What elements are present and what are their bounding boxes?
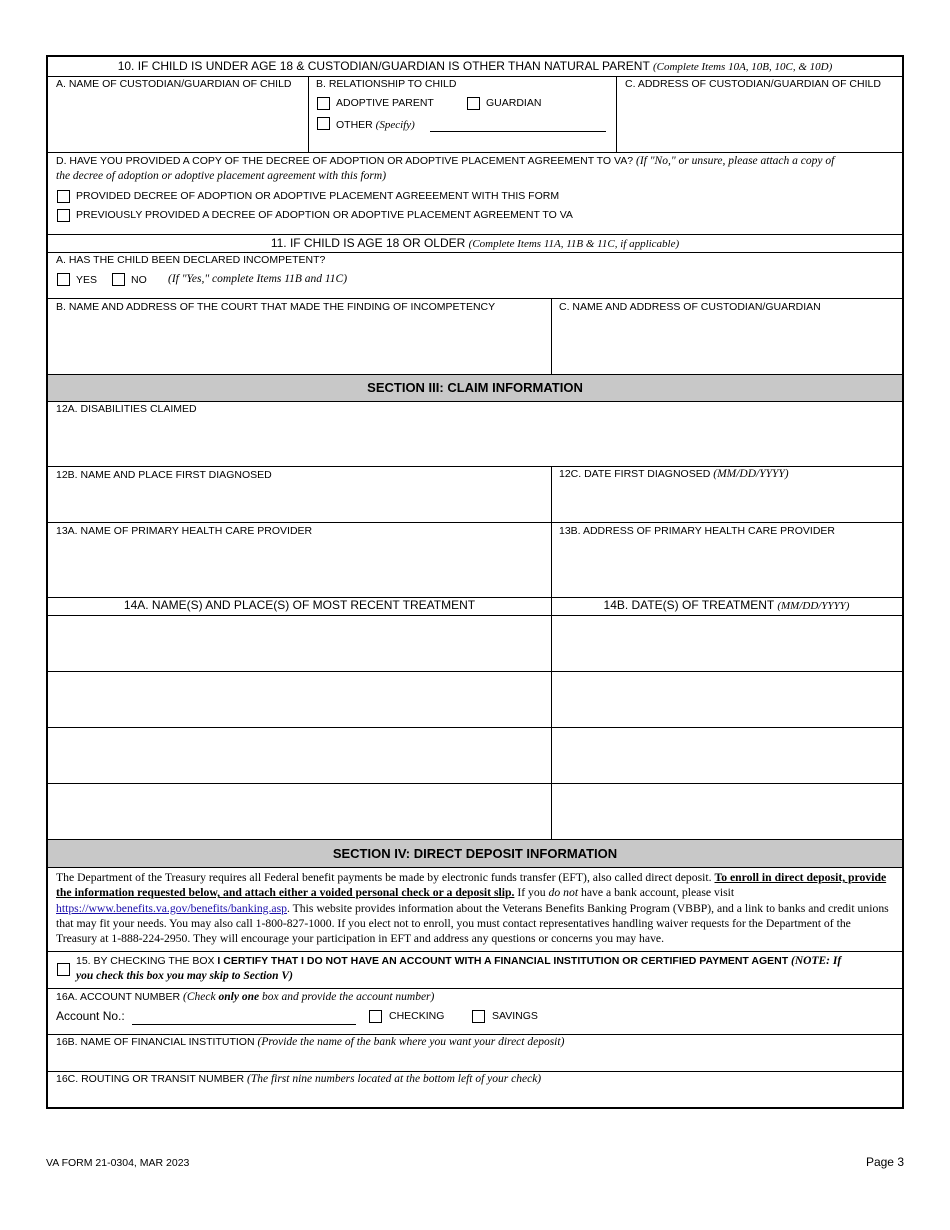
item12b-label: 12B. NAME AND PLACE FIRST DIAGNOSED xyxy=(56,469,272,481)
item11c-label: C. NAME AND ADDRESS OF CUSTODIAN/GUARDIAN xyxy=(559,301,821,313)
item10b-label: B. RELATIONSHIP TO CHILD xyxy=(316,78,457,90)
item16c-label: 16C. ROUTING OR TRANSIT NUMBER (The first nine numbers located at the bottom left of your check) xyxy=(56,1073,542,1085)
item11a-label: A. HAS THE CHILD BEEN DECLARED INCOMPETENT? xyxy=(56,254,326,266)
item10-heading: 10. IF CHILD IS UNDER AGE 18 & CUSTODIAN/GUARDIAN IS OTHER THAN NATURAL PARENT (Complete Items 10A, 10B, 10C, & 10D) xyxy=(117,59,833,73)
place-first-diagnosed-input[interactable] xyxy=(54,485,552,521)
no-account-certification-checkbox[interactable] xyxy=(57,963,70,976)
savings-checkbox[interactable] xyxy=(472,1010,485,1023)
adoptive-parent-label: ADOPTIVE PARENT xyxy=(336,97,434,109)
form-page xyxy=(46,55,904,1109)
account-number-input[interactable] xyxy=(132,1008,358,1025)
item15-label: 15. BY CHECKING THE BOX I CERTIFY THAT I DO NOT HAVE AN ACCOUNT WITH A FINANCIAL INSTITUTION OR CERTIFIED PAYMENT AGENT (NOTE: If you check this box you may skip to Section V) xyxy=(76,955,842,982)
financial-institution-input[interactable] xyxy=(54,1052,900,1070)
other-relationship-label: OTHER (Specify) xyxy=(336,119,415,131)
treatment-place-input-1[interactable] xyxy=(54,620,552,668)
court-name-address-input[interactable] xyxy=(54,317,552,373)
disabilities-claimed-input[interactable] xyxy=(54,419,900,465)
incompetent-no-checkbox[interactable] xyxy=(112,273,125,286)
direct-deposit-instructions: The Department of the Treasury requires all Federal benefit payments be made by electronic funds transfer (EFT), also called direct deposit. To enroll in direct deposit, provide the information requested below, and attach either a voided personal check or a deposit slip. If you do not have a bank account, please visit https://www.benefits.va.gov/benefits/banking.asp. This website provides information about the Veterans Benefits Banking Program (VBBP), and a link to banks and credit unions that may fit your needs. You may also call 1-800-827-1000. If you elect not to enroll, you must contact representatives handling waiver requests for the Department of the Treasury at 1-888-224-2950. They will encourage your participation in EFT and address any questions or concerns you may have. xyxy=(56,871,889,946)
treatment-place-input-2[interactable] xyxy=(54,676,552,724)
savings-label: SAVINGS xyxy=(492,1010,538,1022)
treatment-place-input-4[interactable] xyxy=(54,788,552,836)
item11-heading: 11. IF CHILD IS AGE 18 OR OLDER (Complete Items 11A, 11B & 11C, if applicable) xyxy=(270,236,680,250)
treatment-place-input-3[interactable] xyxy=(54,732,552,780)
item10d-label: D. HAVE YOU PROVIDED A COPY OF THE DECREE OF ADOPTION OR ADOPTIVE PLACEMENT AGREEMENT TO VA? (If "No," or unsure, please attach a copy of the decree of adoption or adoptive placement agreement with this form) xyxy=(56,155,835,182)
custodian-name-input[interactable] xyxy=(54,95,308,147)
checking-checkbox[interactable] xyxy=(369,1010,382,1023)
item14a-label: 14A. NAME(S) AND PLACE(S) OF MOST RECENT TREATMENT xyxy=(123,598,476,612)
treatment-date-input-3[interactable] xyxy=(556,732,902,780)
decree-previously-provided-checkbox[interactable] xyxy=(57,209,70,222)
item12c-label: 12C. DATE FIRST DIAGNOSED (MM/DD/YYYY) xyxy=(559,468,789,480)
primary-care-provider-address-input[interactable] xyxy=(556,541,902,595)
item16b-label: 16B. NAME OF FINANCIAL INSTITUTION (Provide the name of the bank where you want your direct deposit) xyxy=(56,1036,565,1048)
item11b-label: B. NAME AND ADDRESS OF THE COURT THAT MADE THE FINDING OF INCOMPETENCY xyxy=(56,301,496,313)
incompetent-no-label: NO xyxy=(131,274,147,286)
section-iii-header: SECTION III: CLAIM INFORMATION xyxy=(48,375,902,401)
section-iv-header: SECTION IV: DIRECT DEPOSIT INFORMATION xyxy=(48,840,902,867)
banking-link[interactable]: https://www.benefits.va.gov/benefits/banking.asp xyxy=(56,901,288,915)
item16a-label: 16A. ACCOUNT NUMBER (Check only one box and provide the account number) xyxy=(56,991,435,1003)
item11a-note: (If "Yes," complete Items 11B and 11C) xyxy=(168,273,348,285)
decree-previously-provided-label: PREVIOUSLY PROVIDED A DECREE OF ADOPTION OR ADOPTIVE PLACEMENT AGREEMENT TO VA xyxy=(76,209,573,221)
treatment-date-input-4[interactable] xyxy=(556,788,902,836)
other-relationship-checkbox[interactable] xyxy=(317,117,330,130)
item12a-label: 12A. DISABILITIES CLAIMED xyxy=(56,403,197,415)
custodian-address-input[interactable] xyxy=(622,95,902,147)
page-number: Page 3 xyxy=(865,1155,904,1169)
item10a-label: A. NAME OF CUSTODIAN/GUARDIAN OF CHILD xyxy=(56,78,292,90)
treatment-date-input-2[interactable] xyxy=(556,676,902,724)
guardian-label: GUARDIAN xyxy=(486,97,542,109)
decree-provided-with-form-label: PROVIDED DECREE OF ADOPTION OR ADOPTIVE PLACEMENT AGREEEMENT WITH THIS FORM xyxy=(76,190,560,202)
date-first-diagnosed-input[interactable] xyxy=(556,485,902,521)
adoptive-parent-checkbox[interactable] xyxy=(317,97,330,110)
item13b-label: 13B. ADDRESS OF PRIMARY HEALTH CARE PROVIDER xyxy=(559,525,835,537)
custodian-guardian-name-address-input[interactable] xyxy=(556,317,902,373)
checking-label: CHECKING xyxy=(389,1010,445,1022)
item10c-label: C. ADDRESS OF CUSTODIAN/GUARDIAN OF CHILD xyxy=(625,78,881,90)
incompetent-yes-checkbox[interactable] xyxy=(57,273,70,286)
guardian-checkbox[interactable] xyxy=(467,97,480,110)
item13a-label: 13A. NAME OF PRIMARY HEALTH CARE PROVIDER xyxy=(56,525,313,537)
account-no-label: Account No.: xyxy=(56,1009,125,1023)
primary-care-provider-name-input[interactable] xyxy=(54,541,552,595)
form-identifier: VA FORM 21-0304, MAR 2023 xyxy=(46,1157,190,1169)
treatment-date-input-1[interactable] xyxy=(556,620,902,668)
item14b-label: 14B. DATE(S) OF TREATMENT (MM/DD/YYYY) xyxy=(603,598,850,612)
decree-provided-with-form-checkbox[interactable] xyxy=(57,190,70,203)
routing-number-input[interactable] xyxy=(54,1089,900,1107)
incompetent-yes-label: YES xyxy=(76,274,98,286)
